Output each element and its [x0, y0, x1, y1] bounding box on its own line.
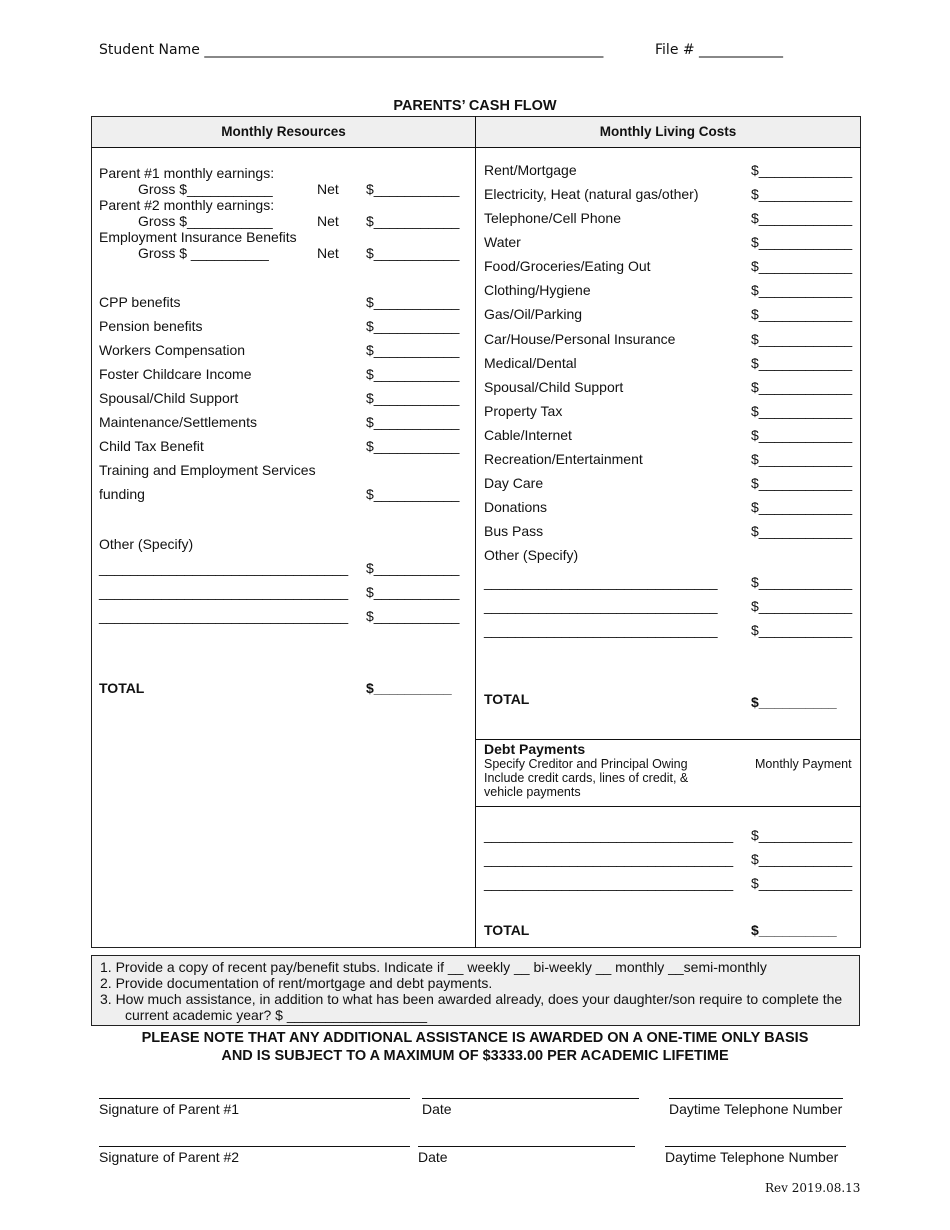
cost-amount[interactable]: $____________: [751, 186, 853, 202]
cost-label: Car/House/Personal Insurance: [484, 331, 676, 347]
resource-amount[interactable]: $___________: [366, 390, 460, 406]
training-label-cont: funding: [99, 486, 145, 502]
resource-label: Pension benefits: [99, 318, 203, 334]
form-title: PARENTS’ CASH FLOW: [393, 98, 557, 114]
costs-other-blank[interactable]: ______________________________: [484, 598, 718, 614]
cost-label: Day Care: [484, 475, 544, 491]
date1-label: Date: [422, 1101, 452, 1117]
date1-line[interactable]: [422, 1098, 639, 1099]
resources-other-blank[interactable]: ________________________________: [99, 584, 349, 600]
cost-label: Bus Pass: [484, 523, 544, 539]
resources-other-label: Other (Specify): [99, 536, 194, 552]
costs-total-amount[interactable]: $__________: [751, 694, 837, 710]
cost-label: Food/Groceries/Eating Out: [484, 258, 651, 274]
cost-label: Cable/Internet: [484, 427, 572, 443]
phone2-line[interactable]: [665, 1146, 846, 1147]
cost-label: Medical/Dental: [484, 355, 577, 371]
resources-total-label: TOTAL: [99, 680, 145, 696]
signature-parent2-label: Signature of Parent #2: [99, 1149, 240, 1165]
debt-payment-amount[interactable]: $____________: [751, 827, 853, 843]
costs-total-label: TOTAL: [484, 691, 530, 707]
cost-amount[interactable]: $____________: [751, 499, 853, 515]
resource-amount[interactable]: $___________: [366, 366, 460, 382]
cost-label: Electricity, Heat (natural gas/other): [484, 186, 699, 202]
debt-total-amount[interactable]: $__________: [751, 922, 837, 938]
ei-net-label: Net: [317, 245, 339, 261]
ei-gross-field[interactable]: Gross $ __________: [138, 245, 269, 261]
student-name-field[interactable]: Student Name _________________________________________________________: [99, 42, 604, 58]
training-label: Training and Employment Services: [99, 462, 316, 478]
debt-creditor-blank[interactable]: ________________________________: [484, 875, 734, 891]
monthly-resources-heading: Monthly Resources: [221, 124, 346, 139]
cost-amount[interactable]: $____________: [751, 282, 853, 298]
date2-label: Date: [418, 1149, 448, 1165]
resource-amount[interactable]: $___________: [366, 318, 460, 334]
cost-label: Spousal/Child Support: [484, 379, 624, 395]
resource-amount[interactable]: $___________: [366, 438, 460, 454]
column-divider: [475, 116, 476, 948]
parent1-net-amount[interactable]: $___________: [366, 181, 460, 197]
parent2-gross-field[interactable]: Gross $___________: [138, 213, 273, 229]
resource-label: Workers Compensation: [99, 342, 246, 358]
resource-label: Foster Childcare Income: [99, 366, 252, 382]
cost-label: Clothing/Hygiene: [484, 282, 591, 298]
resource-label: CPP benefits: [99, 294, 181, 310]
debt-instruction-1: Specify Creditor and Principal Owing: [484, 757, 688, 771]
instruction-2: 2. Provide documentation of rent/mortgage and debt payments.: [100, 975, 493, 991]
instruction-1: 1. Provide a copy of recent pay/benefit stubs. Indicate if __ weekly __ bi-weekly __ monthly __semi-monthly: [100, 959, 767, 975]
cost-label: Telephone/Cell Phone: [484, 210, 621, 226]
cost-amount[interactable]: $____________: [751, 475, 853, 491]
debt-creditor-blank[interactable]: ________________________________: [484, 827, 734, 843]
debt-instruction-2: Include credit cards, lines of credit, &: [484, 771, 689, 785]
costs-other-blank[interactable]: ______________________________: [484, 574, 718, 590]
file-number-field[interactable]: File # ____________: [655, 42, 784, 58]
cost-amount[interactable]: $____________: [751, 451, 853, 467]
cost-amount[interactable]: $____________: [751, 355, 853, 371]
parent2-net-amount[interactable]: $___________: [366, 213, 460, 229]
resource-label: Spousal/Child Support: [99, 390, 239, 406]
cost-amount[interactable]: $____________: [751, 427, 853, 443]
debt-creditor-blank[interactable]: ________________________________: [484, 851, 734, 867]
header-divider: [91, 147, 861, 148]
parent1-net-label: Net: [317, 181, 339, 197]
cost-amount[interactable]: $____________: [751, 379, 853, 395]
phone1-label: Daytime Telephone Number: [669, 1101, 843, 1117]
signature1-line[interactable]: [99, 1098, 410, 1099]
cost-label: Donations: [484, 499, 548, 515]
debt-top-divider: [475, 739, 861, 740]
parent1-gross-field[interactable]: Gross $___________: [138, 181, 273, 197]
cost-amount[interactable]: $____________: [751, 403, 853, 419]
resources-total-amount[interactable]: $__________: [366, 680, 452, 696]
debt-payments-heading: Debt Payments: [484, 741, 586, 757]
costs-other-blank[interactable]: ______________________________: [484, 622, 718, 638]
phone2-label: Daytime Telephone Number: [665, 1149, 839, 1165]
ei-net-amount[interactable]: $___________: [366, 245, 460, 261]
debt-payment-amount[interactable]: $____________: [751, 851, 853, 867]
signature-parent1-label: Signature of Parent #1: [99, 1101, 240, 1117]
resources-other-blank[interactable]: ________________________________: [99, 560, 349, 576]
parent1-earnings-label: Parent #1 monthly earnings:: [99, 165, 275, 181]
cost-amount[interactable]: $____________: [751, 306, 853, 322]
cost-amount[interactable]: $____________: [751, 234, 853, 250]
costs-other-amount[interactable]: $____________: [751, 574, 853, 590]
debt-payment-amount[interactable]: $____________: [751, 875, 853, 891]
signature2-line[interactable]: [99, 1146, 410, 1147]
resources-other-amount[interactable]: $___________: [366, 584, 460, 600]
costs-other-amount[interactable]: $____________: [751, 622, 853, 638]
parent2-net-label: Net: [317, 213, 339, 229]
revision-label: Rev 2019.08.13: [765, 1181, 861, 1195]
ei-benefits-label: Employment Insurance Benefits: [99, 229, 297, 245]
costs-other-amount[interactable]: $____________: [751, 598, 853, 614]
cost-label: Gas/Oil/Parking: [484, 306, 583, 322]
debt-total-label: TOTAL: [484, 922, 530, 938]
notice-line-2: AND IS SUBJECT TO A MAXIMUM OF $3333.00 PER ACADEMIC LIFETIME: [221, 1048, 729, 1064]
parent2-earnings-label: Parent #2 monthly earnings:: [99, 197, 275, 213]
cost-label: Property Tax: [484, 403, 563, 419]
notice-line-1: PLEASE NOTE THAT ANY ADDITIONAL ASSISTANCE IS AWARDED ON A ONE-TIME ONLY BASIS: [141, 1030, 809, 1046]
training-amount[interactable]: $___________: [366, 486, 460, 502]
resource-amount[interactable]: $___________: [366, 342, 460, 358]
resources-other-amount[interactable]: $___________: [366, 608, 460, 624]
debt-instruction-3: vehicle payments: [484, 785, 581, 799]
instruction-3-cont[interactable]: current academic year? $ __________________: [125, 1007, 428, 1023]
cost-label: Water: [484, 234, 521, 250]
cost-amount[interactable]: $____________: [751, 523, 853, 539]
phone1-line[interactable]: [669, 1098, 843, 1099]
cost-label: Recreation/Entertainment: [484, 451, 643, 467]
resource-amount[interactable]: $___________: [366, 414, 460, 430]
monthly-payment-heading: Monthly Payment: [755, 757, 852, 771]
resources-other-amount[interactable]: $___________: [366, 560, 460, 576]
resource-label: Child Tax Benefit: [99, 438, 204, 454]
cost-amount[interactable]: $____________: [751, 210, 853, 226]
resource-label: Maintenance/Settlements: [99, 414, 257, 430]
date2-line[interactable]: [418, 1146, 635, 1147]
costs-other-label: Other (Specify): [484, 547, 579, 563]
cost-label: Rent/Mortgage: [484, 162, 577, 178]
cost-amount[interactable]: $____________: [751, 162, 853, 178]
resource-amount[interactable]: $___________: [366, 294, 460, 310]
debt-header-divider: [475, 806, 861, 807]
resources-other-blank[interactable]: ________________________________: [99, 608, 349, 624]
cost-amount[interactable]: $____________: [751, 331, 853, 347]
cost-amount[interactable]: $____________: [751, 258, 853, 274]
instruction-3: 3. How much assistance, in addition to what has been awarded already, does your daughter/son require to complete the: [100, 991, 843, 1007]
monthly-living-costs-heading: Monthly Living Costs: [599, 124, 737, 139]
